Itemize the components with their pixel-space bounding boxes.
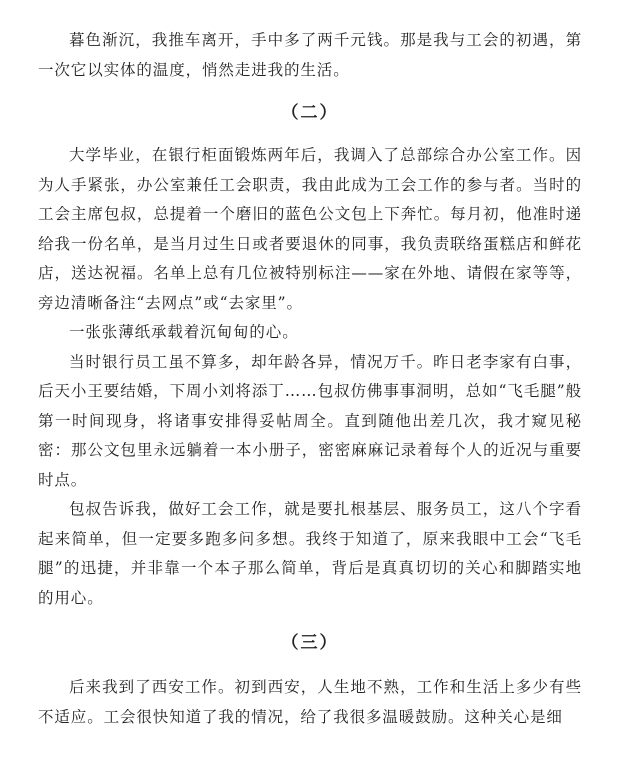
paragraph: 大学毕业，在银行柜面锻炼两年后，我调入了总部综合办公室工作。因为人手紧张，办公室兼任工会职责，我由此成为工会工作的参与者。当时的工会主席包叔，总提着一个磨旧的蓝色公文包上下奔忙。每月初，他准时递给我一份名单，是当月过生日或者要退休的同事，我负责联络蛋糕店和鲜花店，送达祝福。名单上总有几位被特别标注——家在外地、请假在家等等，旁边清晰备注“去网点”或“去家里”。 <box>38 146 582 312</box>
paragraph: 后来我到了西安工作。初到西安，人生地不熟，工作和生活上多少有些不适应。工会很快知道了我的情况，给了我很多温暖鼓励。这种关心是细 <box>38 678 582 726</box>
section-heading-three: （三） <box>281 633 339 653</box>
paragraph: 当时银行员工虽不算多，却年龄各异，情况万千。昨日老李家有白事，后天小王要结婚，下周小刘将添丁……包叔仿佛事事洞明，总如“飞毛腿”般第一时间现身，将诸事安排得妥帖周全。直到随他出差几次，我才窥见秘密：那公文包里永远躺着一本小册子，密密麻麻记录着每个人的近况与重要时点。 <box>38 352 582 489</box>
paragraph: 一张张薄纸承载着沉甸甸的心。 <box>69 323 299 341</box>
article-page <box>38 26 582 732</box>
section-heading-two: （二） <box>281 103 339 123</box>
paragraph: 包叔告诉我，做好工会工作，就是要扎根基层、服务员工，这八个字看起来简单，但一定要多跑多问多想。我终于知道了，原来我眼中工会“飞毛腿”的迅捷，并非靠一个本子那么简单，背后是真真切切的关心和脚踏实地的用心。 <box>38 500 582 607</box>
paragraph: 暮色渐沉，我推车离开，手中多了两千元钱。那是我与工会的初遇，第一次它以实体的温度，悄然走进我的生活。 <box>38 31 582 79</box>
